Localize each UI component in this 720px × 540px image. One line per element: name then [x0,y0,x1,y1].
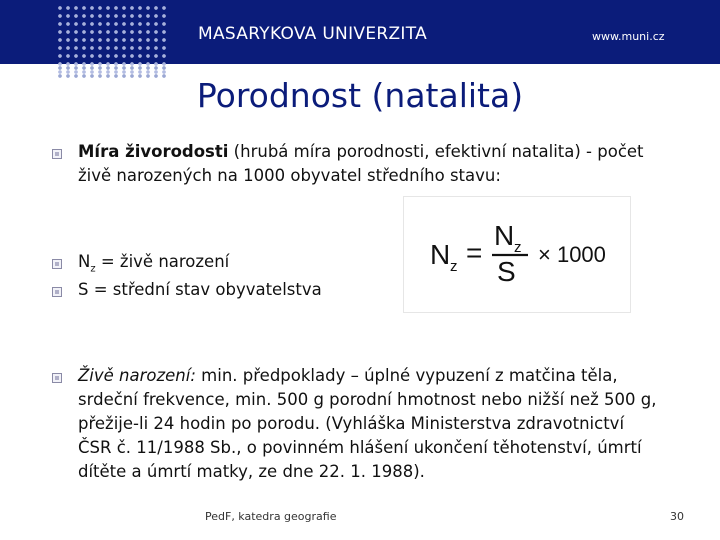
slide-title: Porodnost (natalita) [196,76,524,115]
formula-numerator-sub: z [514,239,522,256]
bullet-nz-definition [78,250,229,281]
definition-line-1: (hrubá míra porodnosti, efektivní natalita) - počet [228,142,644,161]
university-name: MASARYKOVA UNIVERZITA [198,24,428,44]
bullet-live-birth-definition [78,364,690,484]
live-birth-line-2: srdeční frekvence, min. 500 g porodní hmotnost nebo nižší než 500 g, [78,390,657,409]
bullet-s-definition: S = střední stav obyvatelstva [78,280,322,299]
bullet-icon [52,259,62,269]
nz-symbol: N [78,252,91,271]
live-birth-line-4: ČSR č. 11/1988 Sb., o povinném hlášení ukončení těhotenství, úmrtí [78,438,642,457]
formula-equals: = [466,237,483,268]
live-birth-line-1: min. předpoklady – úplné vypuzení z matčina těla, [195,366,618,385]
formula-lhs-sub: z [450,258,458,275]
definition-line-2: živě narozených na 1000 obyvatel středního stavu: [78,166,501,185]
university-website: www.muni.cz [592,30,665,43]
nz-subscript: z [90,263,96,275]
term-bold: Míra živorodosti [78,142,229,161]
live-birth-line-3: přežije-li 24 hodin po porodu. (Vyhláška Ministerstva zdravotnictví [78,414,625,433]
term-italic: Živě narození: [78,366,196,385]
formula-lhs: N [430,239,451,270]
formula-image [404,197,630,312]
formula-denominator: S [497,256,516,287]
page-number: 30 [670,510,684,523]
live-birth-line-5: dítěte a úmrtí matky, ze dne 22. 1. 1988). [78,462,425,481]
bullet-icon [52,287,62,297]
nz-text: = živě narození [95,252,230,271]
formula-factor: × 1000 [538,242,606,267]
formula-numerator: N [494,220,515,251]
bullet-icon [52,149,62,159]
footer-department: PedF, katedra geografie [205,510,337,523]
bullet-icon [52,373,62,383]
bullet-birth-rate-definition [78,140,698,188]
formula-svg [404,197,630,312]
